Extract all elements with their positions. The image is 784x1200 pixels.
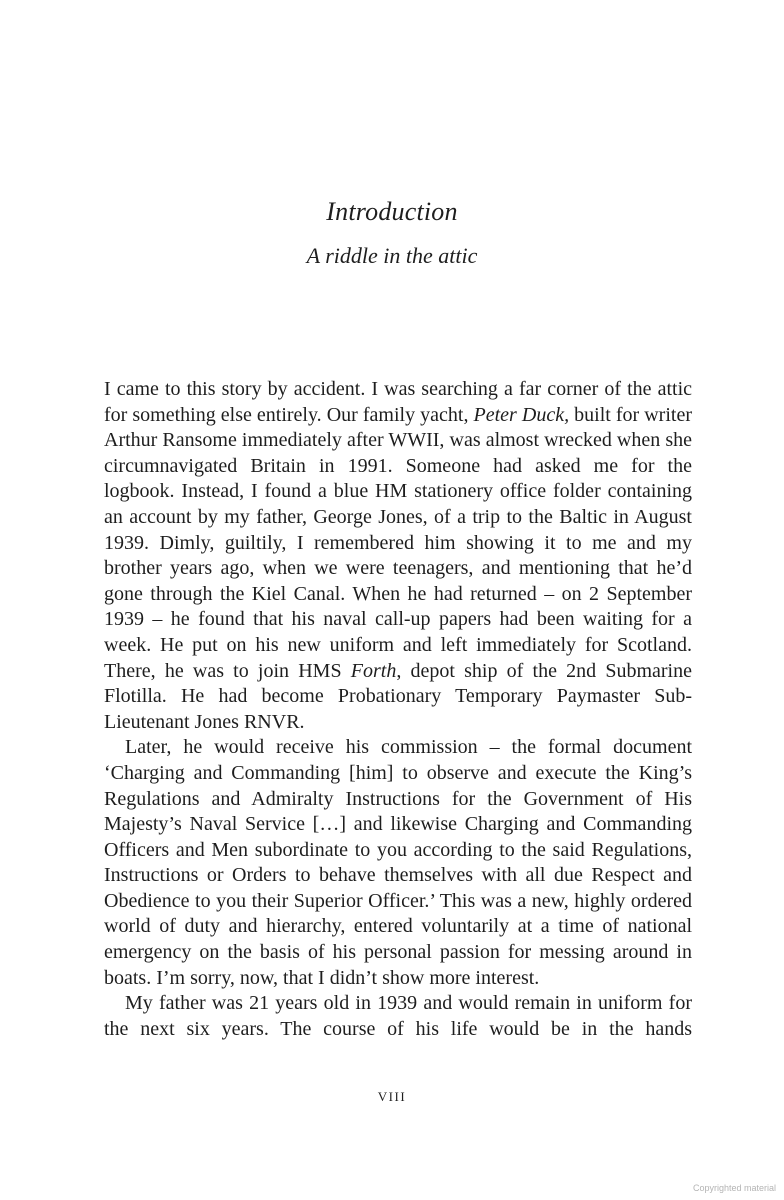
paragraph-1-text-a: I came to this story by accident. I was searching a far corner of the attic for something else entirely. Our family yacht,: [104, 378, 692, 426]
ship-name: Forth: [350, 659, 397, 682]
page-number: VIII: [377, 1089, 407, 1104]
yacht-name: Peter Duck,: [473, 403, 570, 426]
chapter-title: Introduction: [326, 197, 458, 226]
paragraph-2: Later, he would receive his commission – the formal document ‘Charging and Commanding [him] to observe and execute the King’s Regulations and Admiralty Instructions for the Government of His Majesty’s Naval Service […] and likewise Charging and Commanding Officers and Men subordinate to you according to the said Regulations, Instructions or Orders to behave themselves with all due Respect and Obedience to you their Superior Officer.’ This was a new, highly ordered world of duty and hierarchy, entered voluntarily at a time of national emergency on the basis of his personal passion for messing around in boats. I’m sorry, now, that I didn’t show more interest.: [104, 736, 692, 989]
copyright-watermark: Copyrighted material: [692, 1183, 776, 1193]
paragraph-1-text-c: , depot ship of the 2nd Submarine Flotilla. He had become Probationary Temporary Paymaster Sub-Lieutenant Jones RNVR.: [104, 659, 692, 733]
paragraph-1-text-b: built for writer Arthur Ransome immediately after WWII, was almost wrecked when she circumnavigated Britain in 1991. Someone had asked me for the logbook. Instead, I found a blue HM stationery office folder containing an account by my father, George Jones, of a trip to the Baltic in August 1939. Dimly, guiltily, I remembered him showing it to me and my brother years ago, when we were teenagers, and mentioning that he’d gone through the Kiel Canal. When he had returned – on 2 September 1939 – he found that his naval call-up papers had been waiting for a week. He put on his new uniform and left immediately for Scotland. There, he was to join HMS: [104, 403, 692, 682]
chapter-subtitle: A riddle in the attic: [306, 243, 478, 268]
paragraph-1: [104, 377, 692, 735]
body-text: [104, 377, 692, 1042]
paragraph-3: My father was 21 years old in 1939 and would remain in uniform for the next six years. The course of his life would be in the hands: [104, 992, 692, 1040]
